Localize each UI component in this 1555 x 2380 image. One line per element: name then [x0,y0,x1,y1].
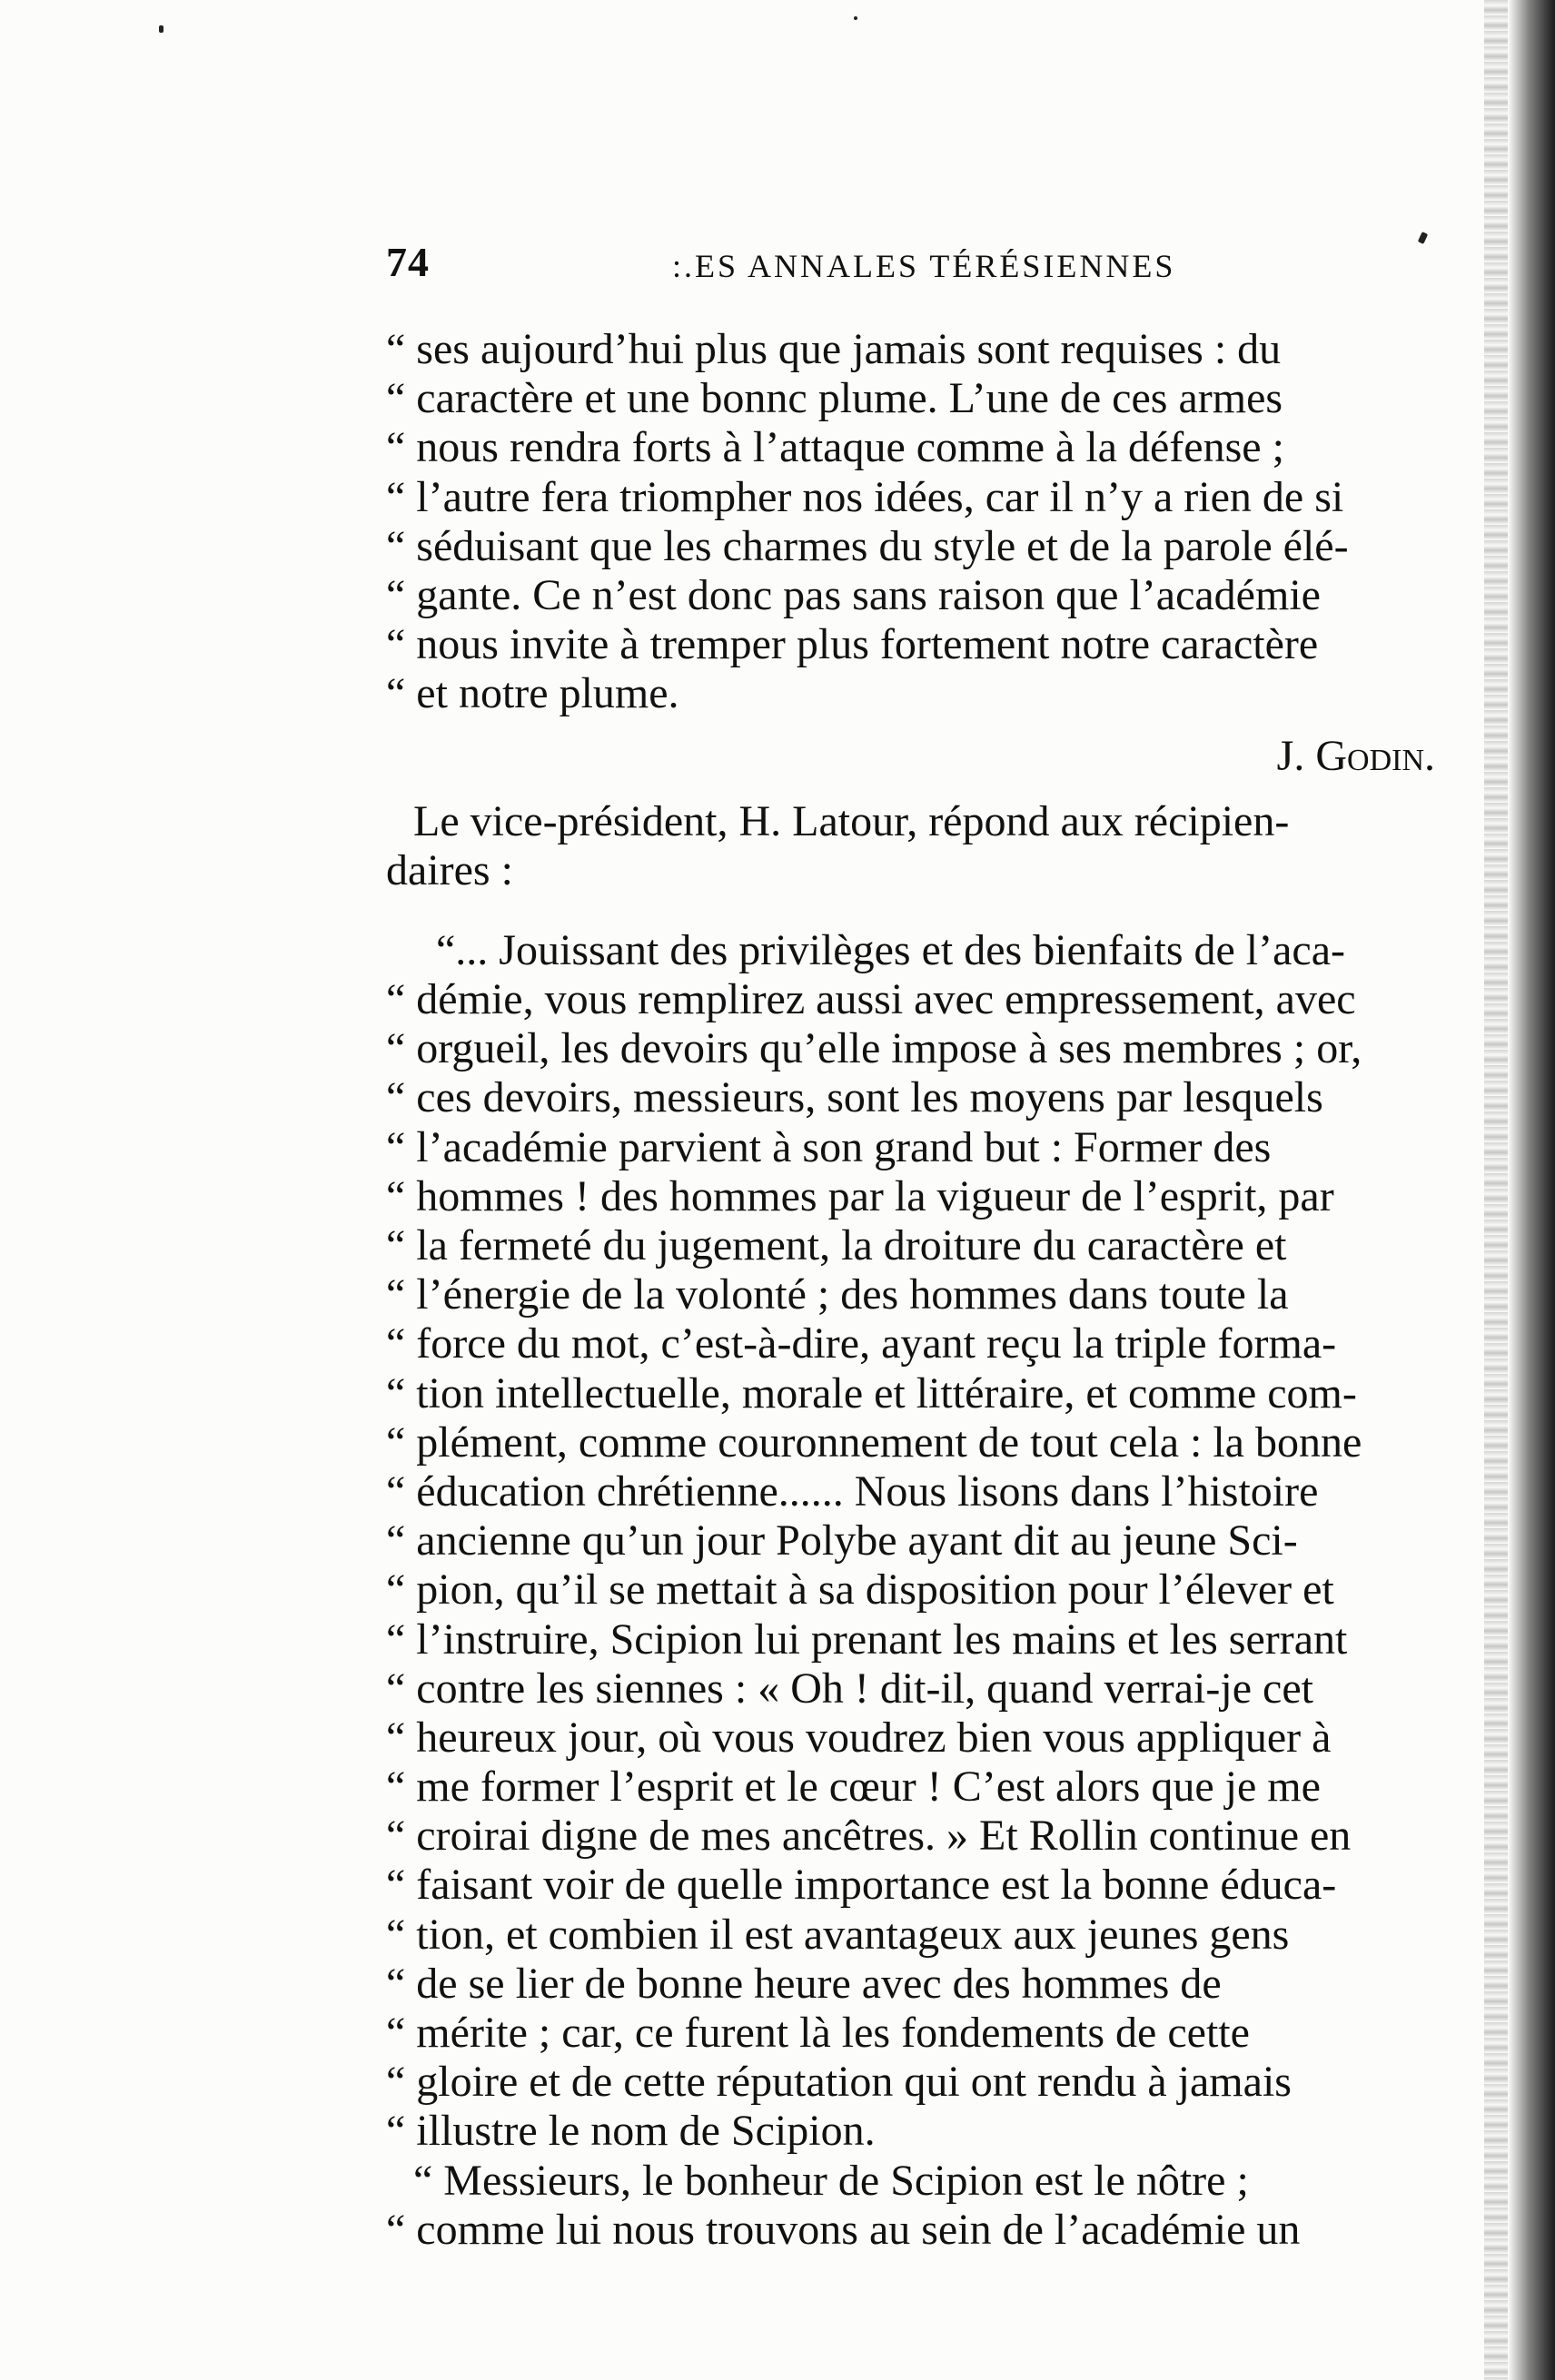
text-line: “ l’énergie de la volonté ; des hommes dans toute la [386,1270,1289,1319]
signature: J. Godin. [1276,731,1435,780]
spacer [386,785,1503,797]
text-line: “ plément, comme couronnement de tout cela : la bonne [386,1417,1362,1467]
text-line: “ l’académie parvient à son grand but : Former des [386,1122,1272,1171]
ink-speck [159,25,163,33]
text-line: “ gante. Ce n’est donc pas sans raison que l’académie [386,570,1321,619]
text-line: “ ancienne qu’un jour Polybe ayant dit au jeune Sci- [386,1516,1298,1565]
text-line: “ ces devoirs, messieurs, sont les moyens par lesquels [386,1073,1323,1122]
text-line: “ nous invite à tremper plus fortement notre caractère [386,620,1319,669]
text-line: “ heureux jour, où vous voudrez bien vous appliquer à [386,1713,1332,1762]
text-line: “ gloire et de cette réputation qui ont rendu à jamais [386,2058,1292,2107]
text-line: “ ses aujourd’hui plus que jamais sont requises : du [386,325,1282,373]
ink-speck [854,16,857,20]
paragraph-quote-1 [386,325,1503,719]
spacer [386,895,1503,926]
text-line: “ séduisant que les charmes du style et de la parole élé- [386,521,1349,570]
text-line: “ contre les siennes : « Oh ! dit-il, quand verrai-je cet [386,1664,1313,1713]
text-line: “ pion, qu’il se mettait à sa disposition pour l’élever et [386,1565,1334,1615]
text-line: “ nous rendra forts à l’attaque comme à la défense ; [386,423,1284,472]
body-text [386,325,1503,2255]
text-line: “ l’instruire, Scipion lui prenant les mains et les serrant [386,1615,1348,1664]
text-line: “ mérite ; car, ce furent là les fondements de cette [386,2009,1250,2057]
text-line: “ la fermeté du jugement, la droiture du caractère et [386,1221,1287,1269]
text-line: “ de se lier de bonne heure avec des hommes de [386,1959,1222,2008]
text-line: “... Jouissant des privilèges et des bienfaits de l’aca- [436,925,1346,974]
text-line: “ Messieurs, le bonheur de Scipion est le nôtre ; [413,2156,1249,2205]
text-line: “ et notre plume. [386,669,679,718]
text-line: “ hommes ! des hommes par la vigueur de l’esprit, par [386,1171,1334,1220]
binding-edge [1508,0,1555,2380]
page-number: 74 [386,239,430,285]
text-line: “ illustre le nom de Scipion. [386,2107,876,2156]
text-line: “ l’autre fera triompher nos idées, car il n’y a rien de si [386,472,1344,521]
text-line: “ éducation chrétienne...... Nous lisons dans l’histoire [386,1467,1319,1516]
paragraph-quote-2 [386,926,1503,2157]
text-line: “ orgueil, les devoirs qu’elle impose à ses membres ; or, [386,1024,1362,1073]
text-line: daires : [386,845,513,894]
text-line: “ tion intellectuelle, morale et littéraire, et comme com- [386,1368,1357,1417]
text-line: “ tion, et combien il est avantageux aux jeunes gens [386,1910,1290,1959]
text-line: “ démie, vous remplirez aussi avec empressement, avec [386,975,1356,1024]
text-line: “ caractère et une bonnc plume. L’une de ces armes [386,374,1283,423]
paragraph-narration [386,797,1503,895]
text-line: “ force du mot, c’est-à-dire, ayant reçu la triple forma- [386,1319,1337,1368]
running-head [386,238,1458,292]
text-line: Le vice-président, H. Latour, répond aux récipien- [413,796,1290,845]
text-line: “ comme lui nous trouvons au sein de l’académie un [386,2205,1301,2254]
text-line: “ croirai digne de mes ancêtres. » Et Rollin continue en [386,1812,1352,1861]
text-line: “ faisant voir de quelle importance est la bonne éduca- [386,1861,1337,1910]
paragraph-quote-3 [386,2157,1503,2255]
running-title: :.ES ANNALES TÉRÉSIENNES [672,248,1176,284]
text-line: “ me former l’esprit et le cœur ! C’est alors que je me [386,1763,1321,1812]
